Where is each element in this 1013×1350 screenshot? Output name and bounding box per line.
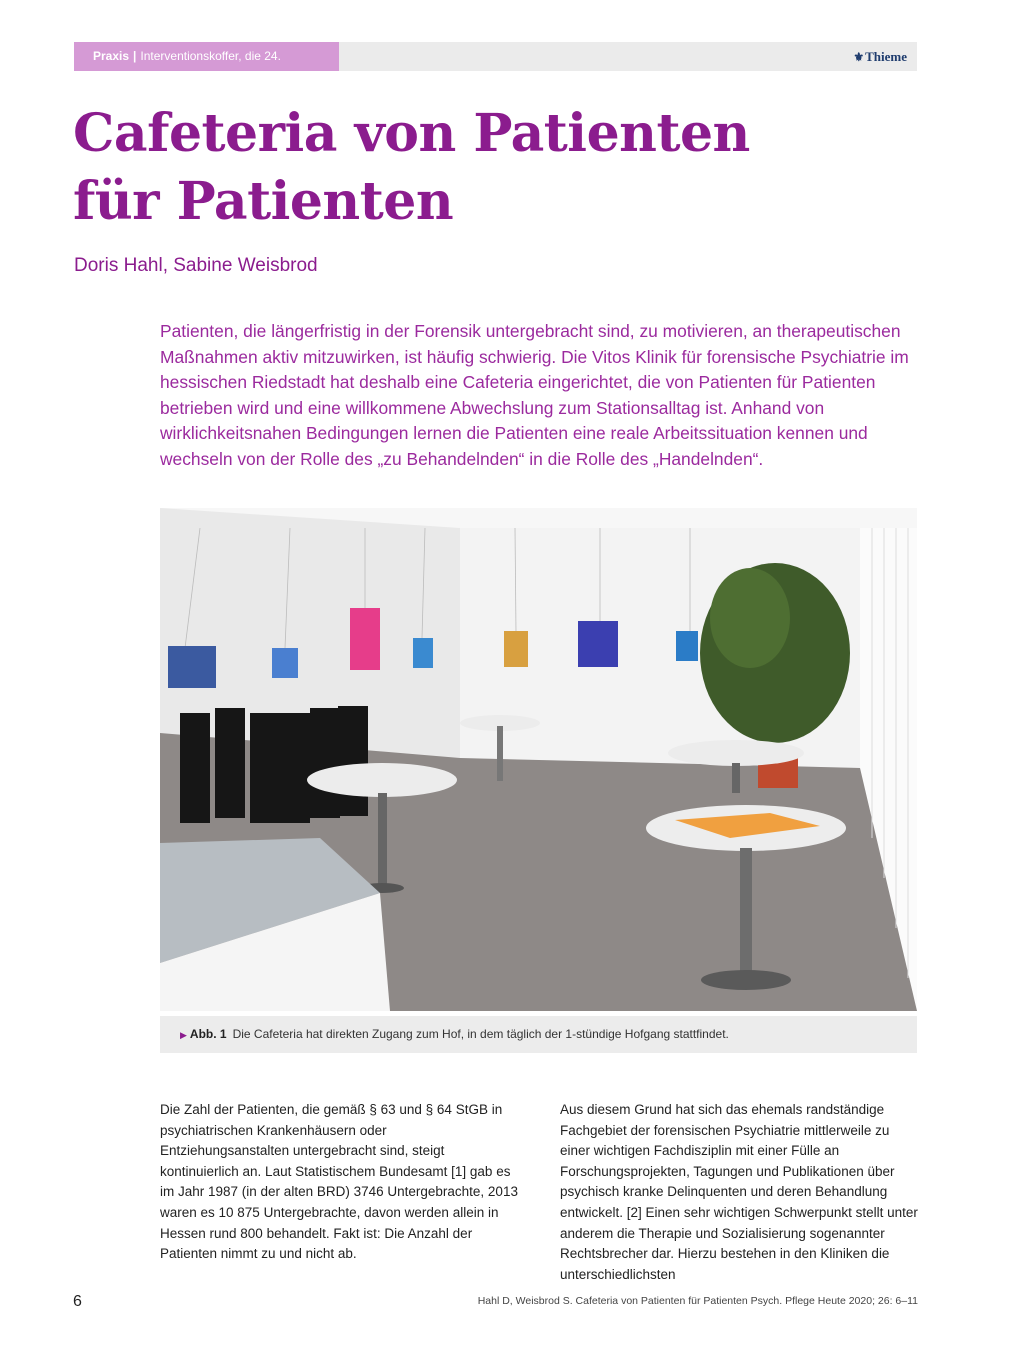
section-name: Praxis: [93, 49, 130, 63]
painting-2: [272, 648, 298, 678]
painting-1: [168, 646, 216, 688]
cafeteria-illustration: [160, 508, 917, 1011]
header-separator: |: [133, 49, 137, 63]
publisher-logo: [853, 42, 907, 71]
cafeteria-photo: [160, 508, 917, 1011]
running-title: Interventionskoffer, die 24.: [140, 49, 281, 63]
abstract: Patienten, die längerfristig in der Forensik untergebracht sind, zu motivieren, an therapeutischen Maßnahmen aktiv mitzuwirken, ist häufig schwierig. Die Vitos Klinik für forensische Psychiatrie im hessischen Riedstadt hat deshalb eine Cafeteria eingerichtet, die von Patienten für Patienten betrieben wird und eine willkommene Abwechslung zum Stationsalltag ist. Anhand von wirklichkeitsnahen Bedingungen lernen die Patienten eine reale Arbeitssituation kennen und wechseln von der Rolle des „zu Behandelnden“ in die Rolle des „Handelnden“.: [160, 321, 909, 469]
painting-5: [504, 631, 528, 667]
article-title: [73, 100, 933, 236]
painting-3: [350, 608, 380, 670]
figure-caption: [160, 1016, 917, 1053]
painting-7: [676, 631, 698, 661]
caption-text: Die Cafeteria hat direkten Zugang zum Hof, in dem täglich der 1-stündige Hofgang stattfindet.: [232, 1027, 729, 1041]
publisher-name: Thieme: [865, 49, 907, 64]
painting-4: [413, 638, 433, 668]
crest-icon: ⚜: [853, 50, 865, 64]
caption-triangle-icon: ▶: [180, 1030, 187, 1040]
section-tag: [74, 42, 339, 71]
title-line-1: Cafeteria von Patienten: [73, 103, 750, 164]
body-column-left: Die Zahl der Patienten, die gemäß § 63 und § 64 StGB in psychiatrischen Krankenhäusern oder Entziehungsanstalten untergebracht sind, steigt kontinuierlich an. Laut Statistischem Bundesamt [1] gab es im Jahr 1987 (in der alten BRD) 3746 Untergebrachte, 2013 waren es 10 875 Untergebrachte, davon werden allein in Hessen rund 800 behandelt. Fakt ist: Die Anzahl der Patienten nimmt zu und nicht ab.: [160, 1102, 518, 1262]
body-column-right: Aus diesem Grund hat sich das ehemals randständige Fachgebiet der forensischen Psychiatrie mittlerweile zu einer wichtigen Fachdisziplin mit einer Fülle an Forschungsprojekten, Tagungen und Publikationen über psychisch kranke Delinquenten und deren Behandlung entwickelt. [2] Einen sehr wichtigen Schwerpunkt stellt unter anderem die Therapie und Sozialisierung sogenannter Rechtsbrecher dar. Hierzu bestehen in den Kliniken die unterschiedlichsten: [560, 1102, 918, 1282]
page-number: 6: [73, 1293, 82, 1310]
title-line-2: für Patienten: [73, 171, 454, 232]
painting-6: [578, 621, 618, 667]
footer-citation: Hahl D, Weisbrod S. Cafeteria von Patienten für Patienten Psych. Pflege Heute 2020; 26: 6–11: [477, 1295, 918, 1307]
figure-label: Abb. 1: [189, 1027, 227, 1041]
chairs: [180, 706, 368, 823]
authors: Doris Hahl, Sabine Weisbrod: [74, 255, 318, 276]
running-header: [74, 42, 917, 71]
